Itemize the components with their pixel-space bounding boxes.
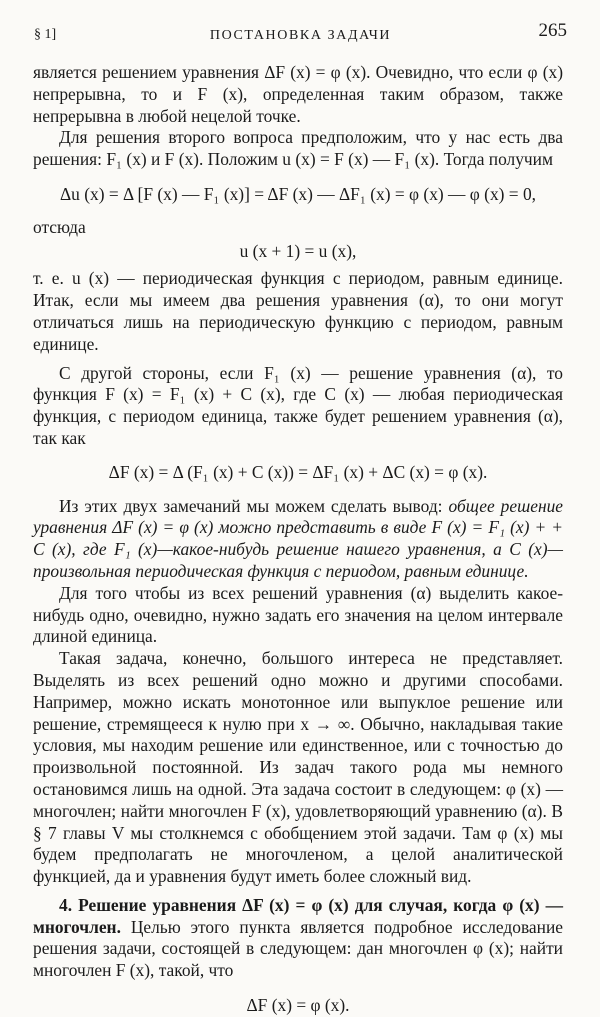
paragraph-5: С другой стороны, если F₁ (x) — решение уравнения (α), то функция F (x) = F₁ (x) + C (x), где C (x) — любая периодическая функция, с периодом единица, также будет решением уравнения (α), так как <box>33 362 563 448</box>
paragraph-6-lead: Из этих двух замечаний мы можем сделать вывод: <box>59 495 443 516</box>
paragraph-6-theorem: общее решение уравнения ΔF (x) = φ (x) можно представить в виде F (x) = F₁ (x) + + C (x), где F₁ (x)—какое-нибудь решение нашего уравнения, а C (x)— произвольная периодическая функция с периодом, равным единице. <box>33 495 563 581</box>
paragraph-6 <box>33 496 563 583</box>
paragraph-8: Такая задача, конечно, большого интереса не представляет. Выделять из всех решений одно можно и другими способами. Например, можно искать монотонное или выпуклое решение или решение, стремящееся к нулю при x → ∞. Обычно, накладывая такие условия, мы находим решение или единственное, или с точностью до произвольной постоянной. Из задач такого рода мы немного остановимся лишь на одной. Эта задача состоит в следующем: φ (x) — многочлен; найти многочлен F (x), удовлетворяющий уравнению (α). В § 7 главы V мы столкнемся с обобщением этой задачи. Там φ (x) мы будем предполагать не многочленом, а целой аналитической функцией, да и уравнения будут иметь более сложный вид. <box>33 648 563 887</box>
paragraph-2: Для решения второго вопроса предположим, что у нас есть два решения: F₁ (x) и F (x). Положим u (x) = F (x) — F₁ (x). Тогда получим <box>33 127 563 170</box>
chapter-title: ПОСТАНОВКА ЗАДАЧИ <box>209 28 392 43</box>
page-number: 265 <box>538 20 567 41</box>
paragraph-9-text: Целью этого пункта является подробное исследование решения задачи, состоящей в следующем: дан многочлен φ (x); найти многочлен F (x), такой, что <box>33 916 563 981</box>
paragraph-7: Для того чтобы из всех решений уравнения (α) выделить какое-нибудь одно, очевидно, нужно задать его значения на целом интервале длиной единица. <box>33 582 563 647</box>
section-heading: 4. Решение уравнения ΔF (x) = φ (x) для случая, когда φ (x) — многочлен. <box>33 894 563 937</box>
paragraph-1: является решением уравнения ΔF (x) = φ (x). Очевидно, что если φ (x) непрерывна, то и F (x), определенная таким образом, также непрерывна в любой нецелой точке. <box>33 62 563 126</box>
paragraph-4: т. е. u (x) — периодическая функция с периодом, равным единице. Итак, если мы имеем два решения уравнения (α), то они могут отличаться лишь на периодическую функцию с периодом, равным единице. <box>33 268 563 354</box>
formula-target: ΔF (x) = φ (x). <box>246 995 350 1016</box>
section-mark: § 1] <box>34 27 57 42</box>
formula-periodic: u (x + 1) = u (x), <box>239 240 357 261</box>
paragraph-9 <box>33 895 563 982</box>
formula-general: ΔF (x) = Δ (F₁ (x) + C (x)) = ΔF₁ (x) + ΔC (x) = φ (x). <box>108 461 488 482</box>
formula-difference: Δu (x) = Δ [F (x) — F₁ (x)] = ΔF (x) — ΔF₁ (x) = φ (x) — φ (x) = 0, <box>59 183 537 204</box>
page-body <box>33 62 563 1017</box>
running-header <box>34 20 567 46</box>
paragraph-3: отсюда <box>33 216 86 237</box>
